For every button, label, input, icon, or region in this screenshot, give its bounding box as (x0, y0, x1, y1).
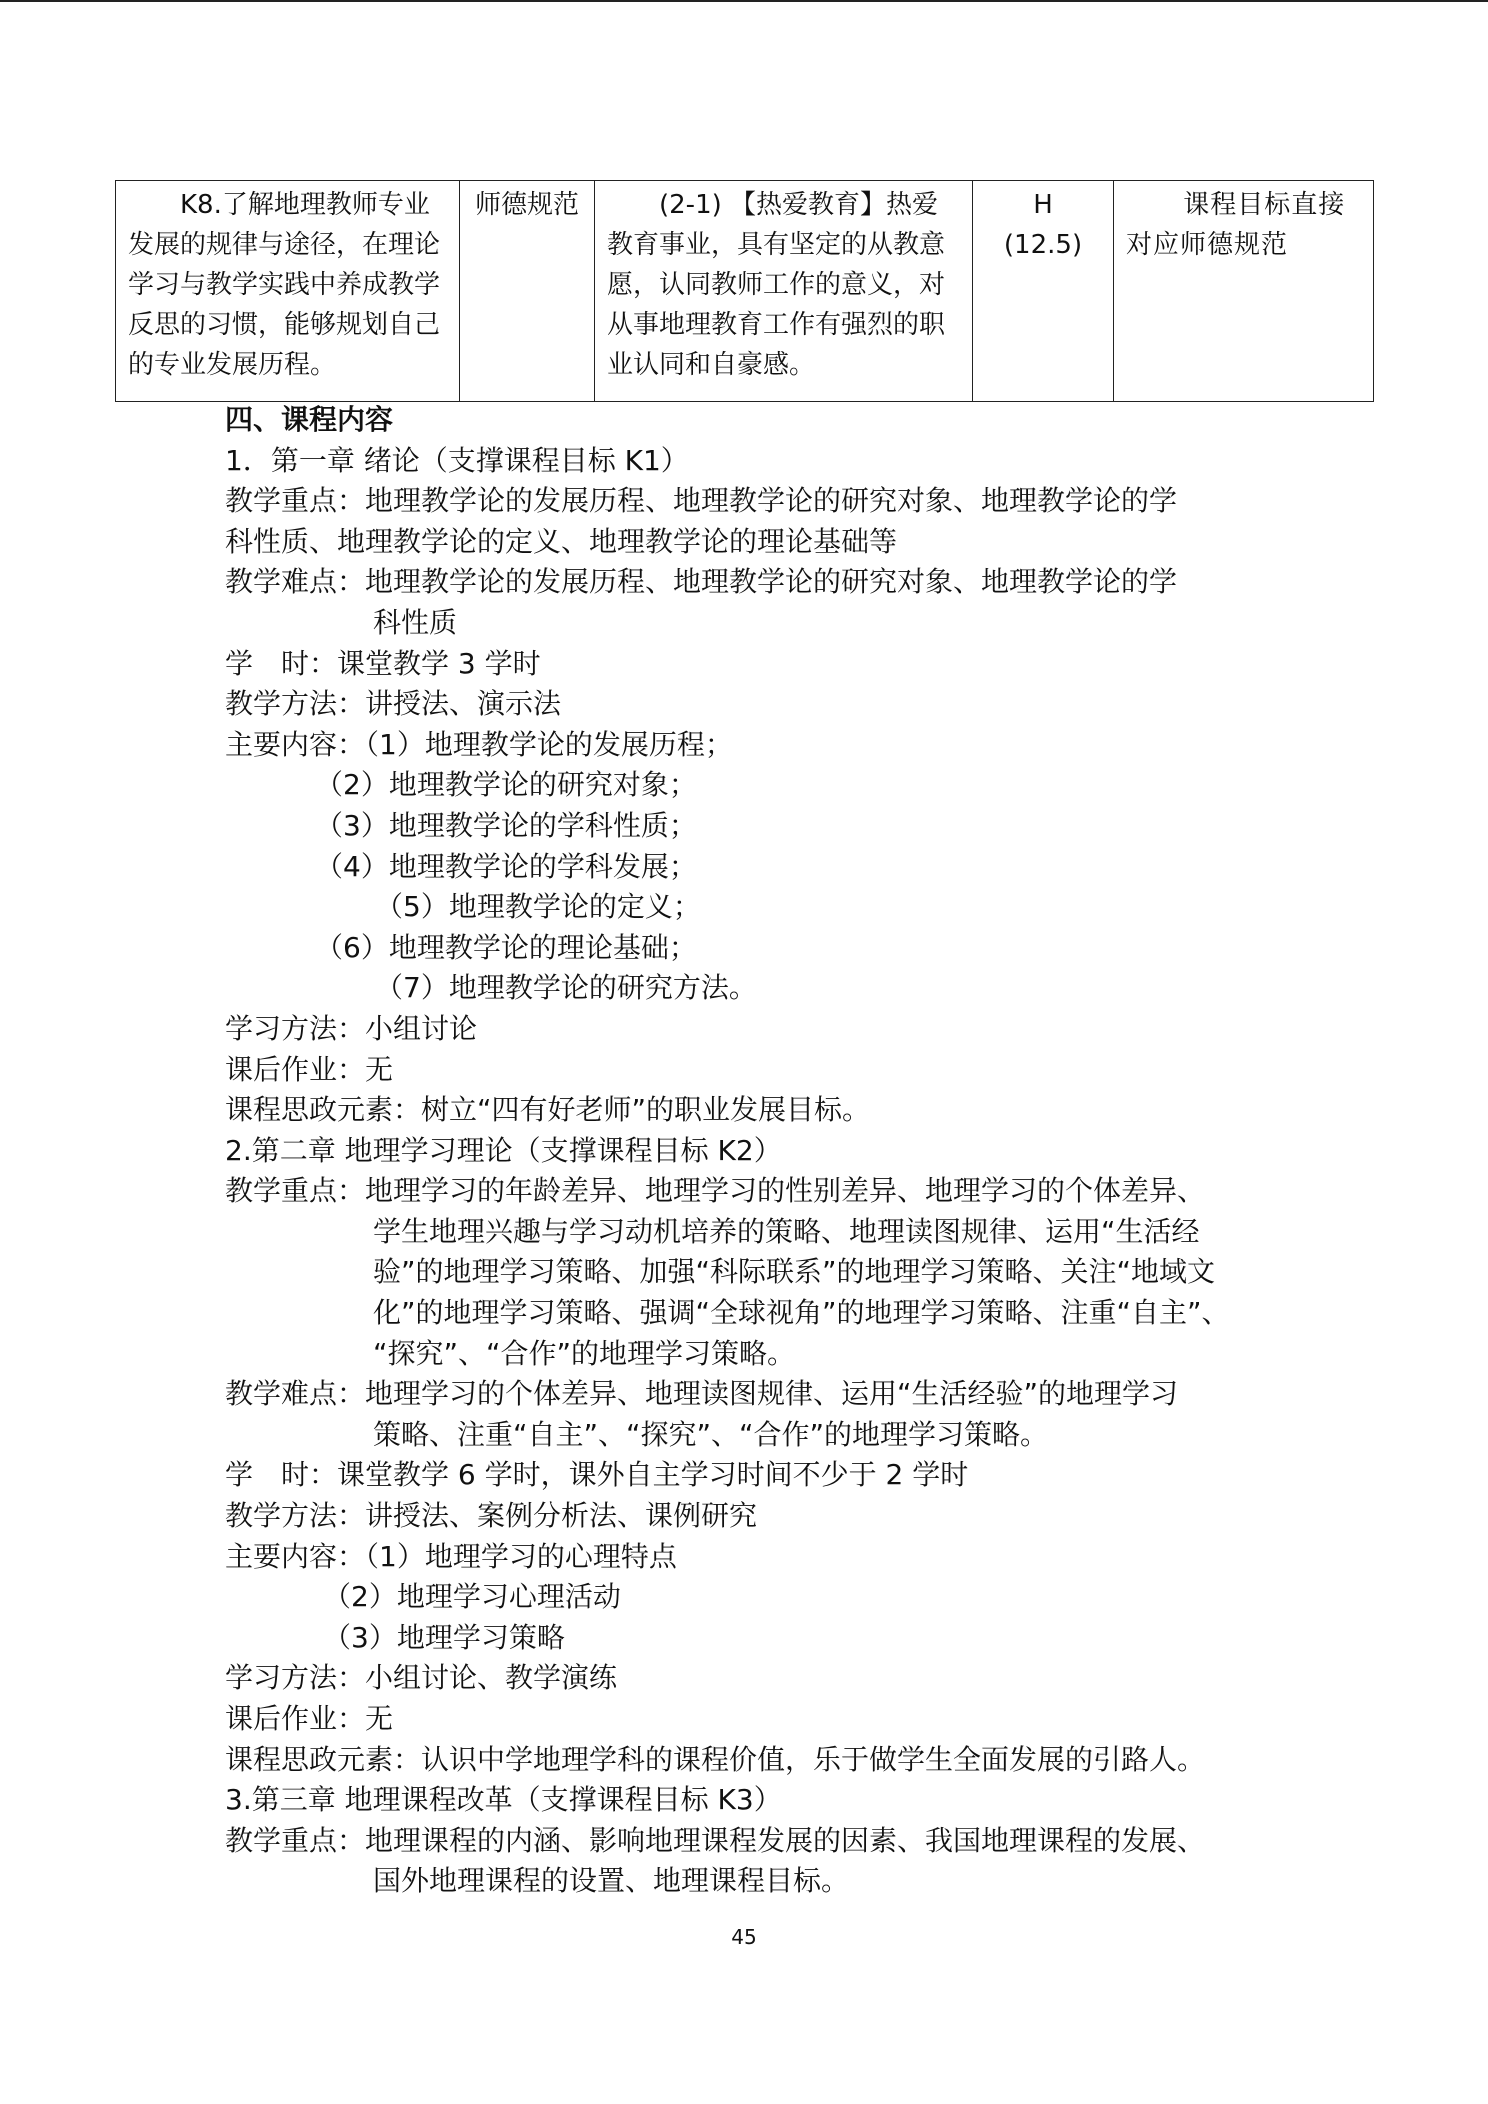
ch3-focus-line: 国外地理课程的设置、地理课程目标。 (373, 1864, 850, 1898)
level-value: H (1033, 190, 1053, 220)
ch2-content-item: （3）地理学习策略 (323, 1620, 565, 1654)
ch1-focus-line: 教学重点：地理教学论的发展历程、地理教学论的研究对象、地理教学论的学 (225, 484, 1178, 518)
ch1-learning: 学习方法：小组讨论 (225, 1011, 478, 1045)
ch1-ideology: 课程思政元素：树立“四有好老师”的职业发展目标。 (225, 1093, 871, 1127)
ch2-ideology: 课程思政元素：认识中学地理学科的课程价值，乐于做学生全面发展的引路人。 (225, 1742, 1206, 1776)
chapter-1-title: 1．第一章 绪论（支撑课程目标 K1） (225, 443, 689, 477)
ch2-focus-line: 学生地理兴趣与学习动机培养的策略、地理读图规律、运用“生活经 (373, 1214, 1200, 1248)
knowledge-cell: K8.了解地理教师专业发展的规律与途径，在理论学习与教学实践中养成教学反思的习惯，能够规划自己的专业发展历程。 (116, 181, 460, 402)
chapter-2-title: 2.第二章 地理学习理论（支撑课程目标 K2） (225, 1133, 782, 1167)
ch1-difficulty-line: 科性质 (373, 605, 458, 639)
note-cell: 课程目标直接对应师德规范 (1114, 181, 1374, 402)
level-cell (973, 181, 1114, 402)
ch2-focus-line: 化”的地理学习策略、强调“全球视角”的地理学习策略、注重“自主”、 (373, 1296, 1230, 1330)
ch1-focus-line: 科性质、地理教学论的定义、地理教学论的理论基础等 (225, 524, 898, 558)
ch1-content-item: （4）地理教学论的学科发展； (315, 849, 697, 883)
ch2-difficulty-line: 策略、注重“自主”、“探究”、“合作”的地理学习策略。 (373, 1417, 1049, 1451)
chapter-3-title: 3.第三章 地理课程改革（支撑课程目标 K3） (225, 1783, 782, 1817)
ch2-methods: 教学方法：讲授法、案例分析法、课例研究 (225, 1499, 758, 1533)
ch2-focus-line: 验”的地理学习策略、加强“科际联系”的地理学习策略、关注“地域文 (373, 1255, 1216, 1289)
page-number: 45 (731, 1925, 757, 1949)
ch1-content-item: （3）地理教学论的学科性质； (315, 808, 697, 842)
ch1-content-item: （6）地理教学论的理论基础； (315, 930, 697, 964)
ch1-content-item: 主要内容：（1）地理教学论的发展历程； (225, 727, 733, 761)
ch1-methods: 教学方法：讲授法、演示法 (225, 687, 562, 721)
ch2-content-item: 主要内容：（1）地理学习的心理特点 (225, 1539, 677, 1573)
ch2-focus-line: 教学重点：地理学习的年龄差异、地理学习的性别差异、地理学习的个体差异、 (225, 1174, 1206, 1208)
ch1-difficulty-line: 教学难点：地理教学论的发展历程、地理教学论的研究对象、地理教学论的学 (225, 565, 1178, 599)
requirements-table (115, 180, 1374, 402)
section-title: 四、课程内容 (225, 403, 394, 436)
ch1-content-item: （5）地理教学论的定义； (375, 890, 701, 924)
course-content-section (225, 400, 1285, 1902)
ch2-focus-line: “探究”、“合作”的地理学习策略。 (373, 1336, 796, 1370)
ch1-hours: 学 时：课堂教学 3 学时 (225, 646, 541, 680)
ch2-homework: 课后作业：无 (225, 1702, 394, 1735)
weight-value: (12.5) (1003, 230, 1083, 260)
ch1-content-item: （2）地理教学论的研究对象； (315, 768, 697, 802)
ch1-content-item: （7）地理教学论的研究方法。 (375, 971, 757, 1005)
ch3-focus-line: 教学重点：地理课程的内涵、影响地理课程发展的因素、我国地理课程的发展、 (225, 1823, 1206, 1857)
ch2-content-item: （2）地理学习心理活动 (323, 1580, 621, 1614)
ch1-homework: 课后作业：无 (225, 1052, 394, 1086)
ch2-hours: 学 时：课堂教学 6 学时，课外自主学习时间不少于 2 学时 (225, 1458, 969, 1492)
ch2-difficulty-line: 教学难点：地理学习的个体差异、地理读图规律、运用“生活经验”的地理学习 (225, 1377, 1179, 1411)
category-cell: 师德规范 (460, 181, 595, 402)
requirement-cell: (2-1) 【热爱教育】热爱教育事业，具有坚定的从教意愿，认同教师工作的意义，对从事地理教育工作有强烈的职业认同和自豪感。 (595, 181, 973, 402)
table-row (116, 181, 1374, 402)
ch2-learning: 学习方法：小组讨论、教学演练 (225, 1661, 618, 1695)
top-border-line (0, 0, 1488, 2)
